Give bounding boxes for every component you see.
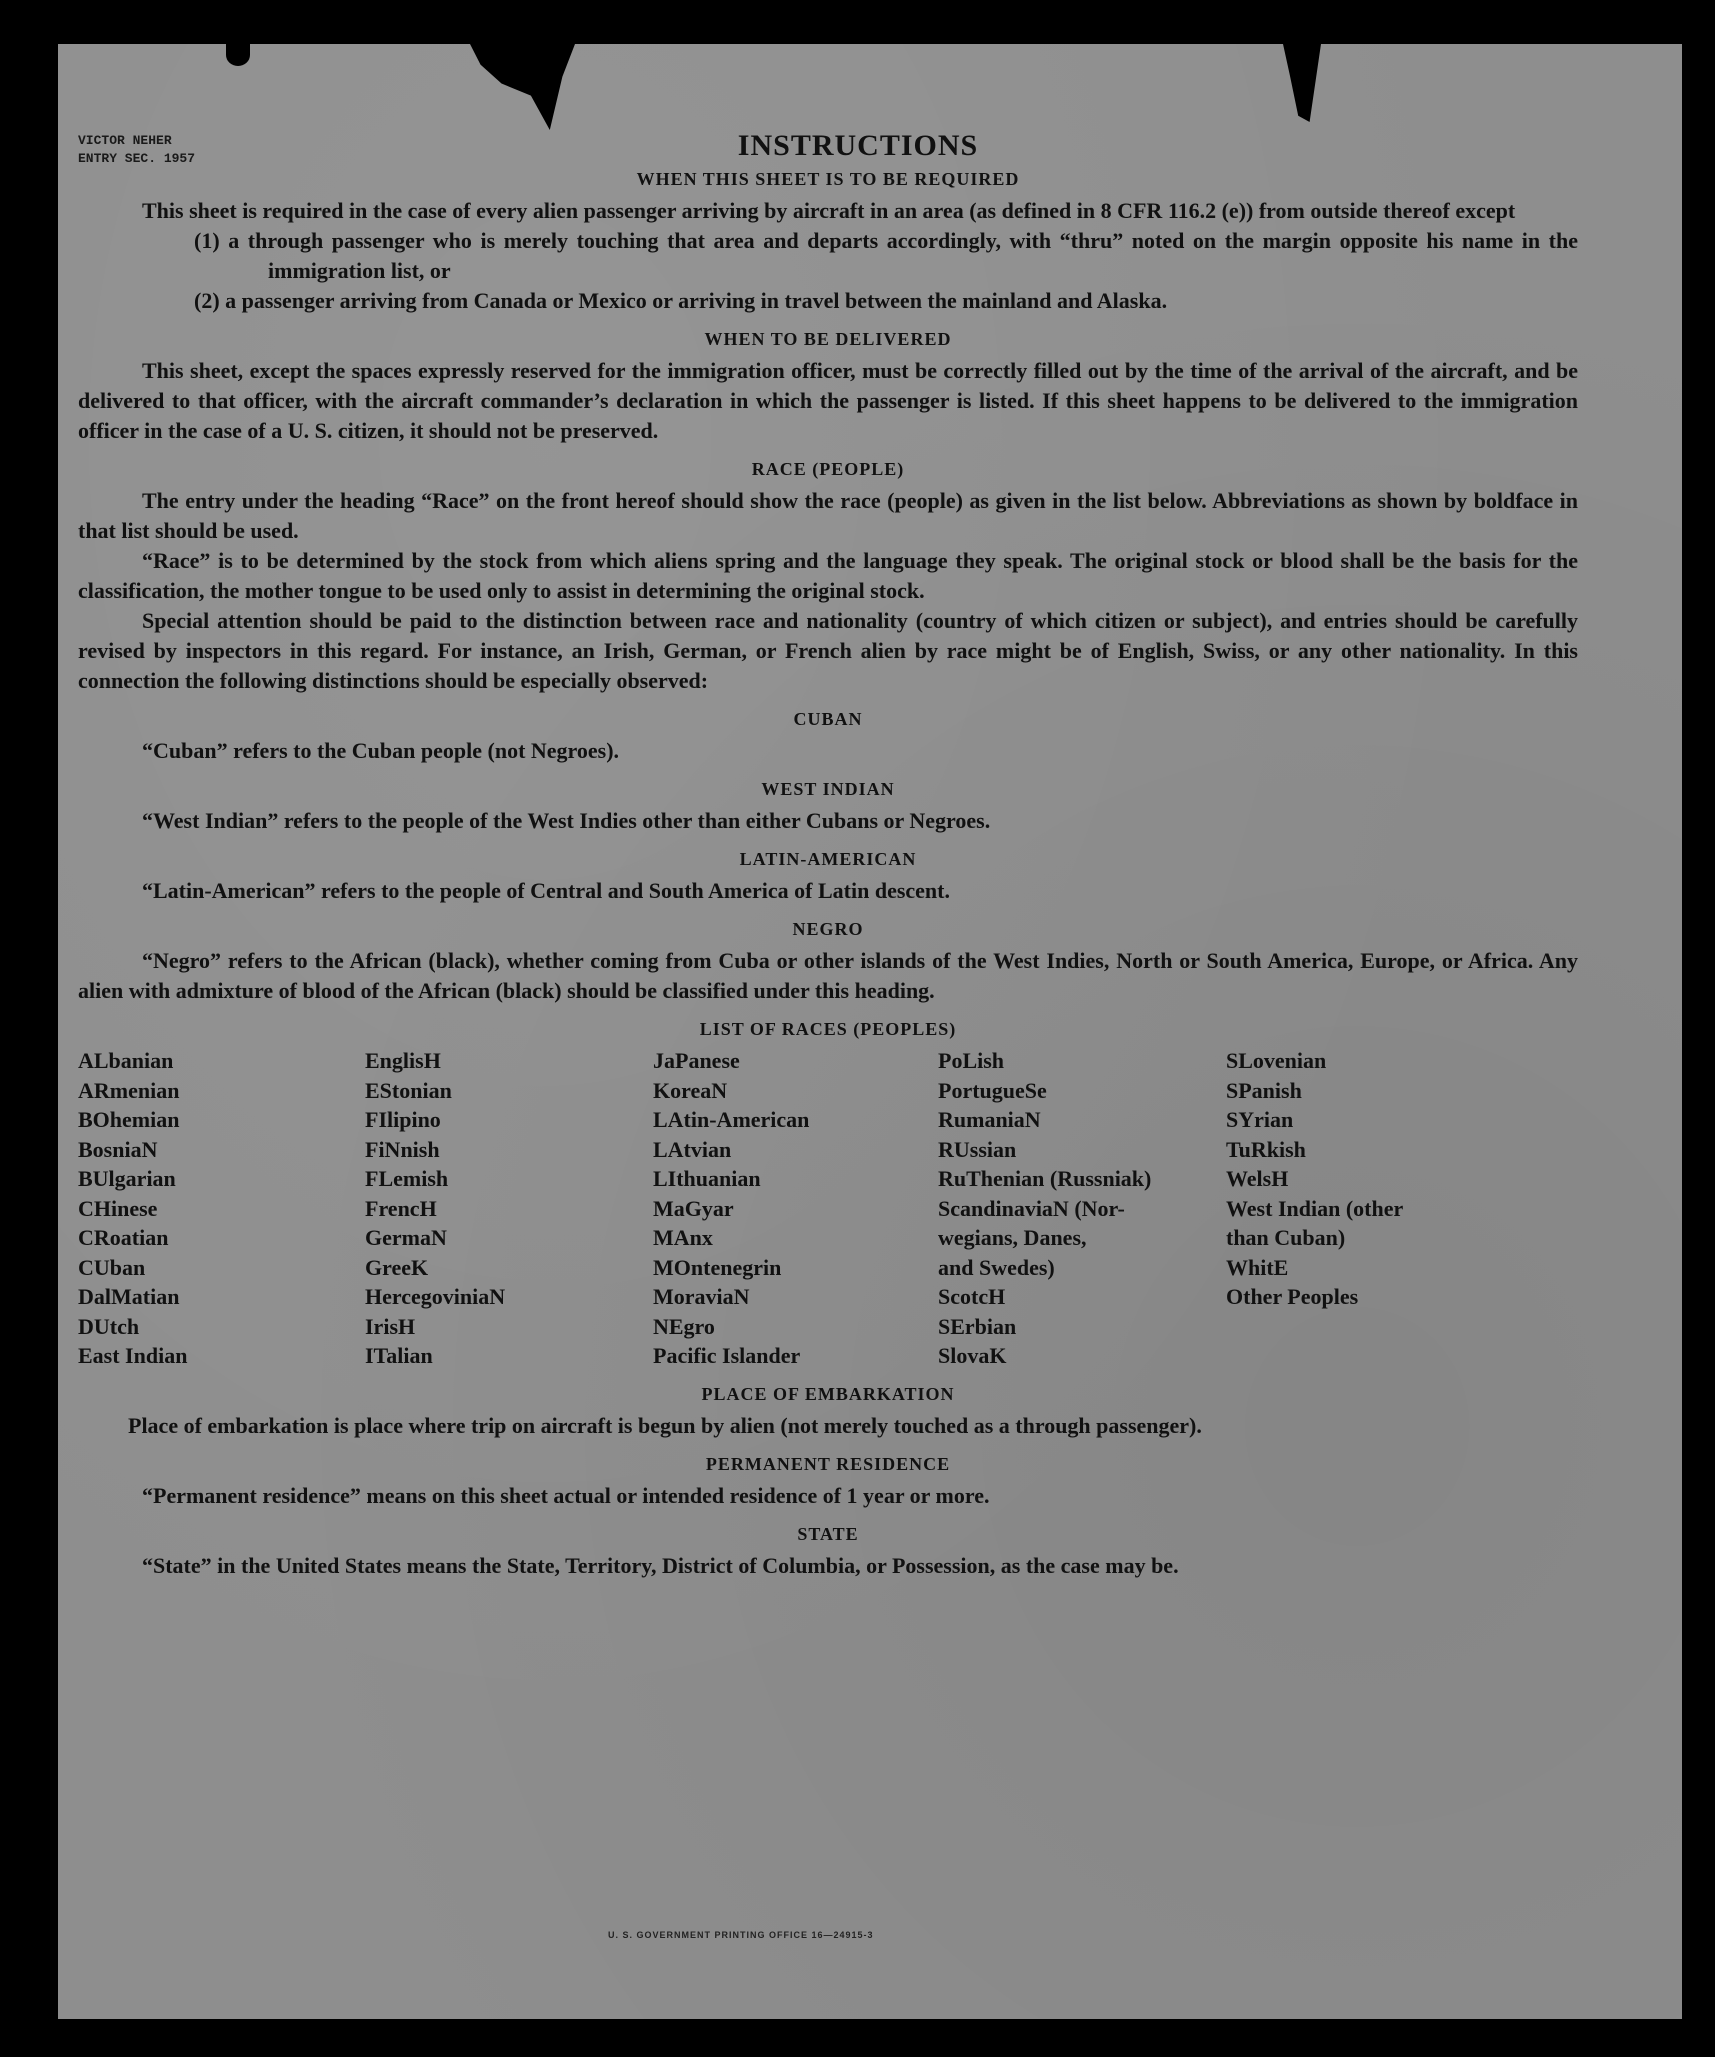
stamp-line: ENTRY SEC. 1957 (78, 151, 196, 166)
paragraph: This sheet, except the spaces expressly reserved for the immigration officer, must be correctly filled out by the time of the arrival of the aircraft, and be delivered to that officer, with the aircraft commander’s declaration in which the passenger is listed. If this sheet happens to be delivered to the immigration officer in the case of a U. S. citizen, it should not be preserved. (78, 358, 1578, 443)
race-entry: FiNnish (365, 1136, 440, 1162)
paragraph: Special attention should be paid to the distinction between race and nationality (country of which citizen or subject), and entries should be carefully revised by inspectors in this regard. For instance, an Irish, German, or French alien by race might be of English, Swiss, or any other nationality. In this connection the following distinctions should be especially observed: (78, 608, 1578, 693)
race-entry: West Indian (other (1226, 1195, 1404, 1221)
race-entry: JaPanese (653, 1048, 740, 1073)
section-heading: LATIN-AMERICAN (739, 849, 917, 869)
section-heading: WHEN THIS SHEET IS TO BE REQUIRED (636, 169, 1020, 189)
race-entry: NEgro (653, 1313, 715, 1339)
stamp-line: VICTOR NEHER (78, 133, 172, 148)
race-entry: SLovenian (1226, 1048, 1327, 1073)
race-entry: MAnx (653, 1225, 713, 1250)
race-entry: CHinese (78, 1195, 158, 1221)
race-entry: FrencH (365, 1195, 437, 1221)
torn-edge (470, 44, 575, 130)
section-heading: RACE (PEOPLE) (751, 459, 905, 479)
race-entry: ScotcH (938, 1284, 1006, 1309)
torn-edge (226, 44, 250, 66)
race-entry: and Swedes) (938, 1254, 1055, 1280)
race-entry: LAtvian (653, 1136, 732, 1162)
paragraph: This sheet is required in the case of every alien passenger arriving by aircraft in an area (as defined in 8 CFR 116.2 (e)) from outside thereof except (142, 198, 1516, 223)
section-heading: LIST OF RACES (PEOPLES) (699, 1019, 957, 1039)
race-entry: HercegoviniaN (365, 1284, 506, 1309)
races-column (365, 1046, 653, 1371)
race-entry: MoraviaN (653, 1284, 750, 1309)
race-entry: SErbian (938, 1313, 1017, 1339)
section-heading: PERMANENT RESIDENCE (705, 1453, 951, 1474)
race-entry: PortugueSe (938, 1077, 1047, 1103)
section-heading: WHEN TO BE DELIVERED (704, 329, 952, 349)
race-entry: WelsH (1226, 1166, 1289, 1191)
race-entry: GermaN (365, 1225, 447, 1250)
section-heading: CUBAN (793, 709, 863, 729)
paragraph: “West Indian” refers to the people of the West Indies other than either Cubans or Negroes. (142, 808, 991, 833)
race-entry: IrisH (365, 1313, 416, 1339)
race-entry: Pacific Islander (653, 1343, 801, 1368)
race-entry: PoLish (938, 1048, 1005, 1073)
race-entry: ITalian (365, 1343, 433, 1368)
race-entry: SYrian (1226, 1107, 1294, 1132)
race-entry: wegians, Danes, (938, 1225, 1087, 1250)
race-entry: BosniaN (78, 1136, 158, 1162)
race-entry: FLemish (365, 1166, 449, 1191)
race-entry: than Cuban) (1226, 1225, 1346, 1250)
race-entry: GreeK (365, 1254, 429, 1280)
race-entry: WhitE (1226, 1254, 1289, 1280)
race-entry: EStonian (365, 1077, 452, 1103)
race-entry: RumaniaN (938, 1107, 1041, 1132)
race-entry: SlovaK (938, 1343, 1007, 1368)
printer-imprint: U. S. GOVERNMENT PRINTING OFFICE 16—24915-3 (608, 1930, 874, 1940)
race-entry: DalMatian (78, 1284, 180, 1309)
race-entry: KoreaN (653, 1077, 728, 1103)
races-column (78, 1046, 365, 1371)
race-entry: DUtch (78, 1313, 140, 1339)
section-heading: STATE (797, 1523, 859, 1544)
race-entry: East Indian (78, 1343, 188, 1368)
race-entry: RUssian (938, 1136, 1017, 1162)
race-entry: TuRkish (1226, 1136, 1306, 1162)
paragraph: “Latin-American” refers to the people of Central and South America of Latin descent. (142, 878, 950, 903)
section-heading: NEGRO (792, 919, 864, 939)
race-entry: BOhemian (78, 1107, 180, 1132)
paragraph: The entry under the heading “Race” on the front hereof should show the race (people) as given in the list below. Abbreviations as shown by boldface in that list should be used. (78, 488, 1578, 543)
document-sheet (58, 44, 1682, 2019)
section-heading: PLACE OF EMBARKATION (701, 1383, 955, 1404)
race-entry: Other Peoples (1226, 1284, 1359, 1309)
paragraph: “Cuban” refers to the Cuban people (not Negroes). (142, 738, 620, 763)
list-item: (2) a passenger arriving from Canada or Mexico or arriving in travel between the mainland and Alaska. (194, 288, 1168, 313)
races-column (1226, 1046, 1486, 1371)
paragraph: Place of embarkation is place where trip on aircraft is begun by alien (not merely touched as a through passenger). (128, 1412, 1202, 1438)
torn-edge (1283, 44, 1321, 122)
race-entry: MOntenegrin (653, 1254, 782, 1280)
race-entry: RuThenian (Russniak) (938, 1166, 1152, 1191)
section-heading: WEST INDIAN (761, 779, 895, 799)
races-list (78, 1046, 1578, 1371)
races-column (653, 1046, 938, 1371)
paragraph: “Race” is to be determined by the stock from which aliens spring and the language they speak. The original stock or blood shall be the basis for the classification, the mother tongue to be used only to assist in determining the original stock. (78, 548, 1578, 603)
race-entry: LIthuanian (653, 1166, 761, 1191)
race-entry: LAtin-American (653, 1107, 810, 1132)
page-title: INSTRUCTIONS (737, 129, 979, 162)
paragraph: “Permanent residence” means on this sheet actual or intended residence of 1 year or more. (142, 1482, 990, 1508)
instructions-body (78, 128, 1578, 1581)
race-entry: ScandinaviaN (Nor- (938, 1195, 1125, 1221)
list-item: (1) a through passenger who is merely touching that area and departs accordingly, with “thru” noted on the margin opposite his name in the immigration list, or (194, 228, 1578, 283)
paragraph: “State” in the United States means the State, Territory, District of Columbia, or Possession, as the case may be. (142, 1552, 1179, 1578)
race-entry: CRoatian (78, 1225, 169, 1250)
race-entry: BUlgarian (78, 1166, 176, 1191)
race-entry: CUban (78, 1254, 146, 1280)
race-entry: FIlipino (365, 1107, 441, 1132)
race-entry: MaGyar (653, 1195, 734, 1221)
race-entry: ALbanian (78, 1048, 174, 1073)
paragraph: “Negro” refers to the African (black), whether coming from Cuba or other islands of the West Indies, North or South America, Europe, or Africa. Any alien with admixture of blood of the African (black) should be classified under this heading. (78, 948, 1578, 1003)
race-entry: EnglisH (365, 1048, 441, 1073)
race-entry: SPanish (1226, 1077, 1302, 1103)
races-column (938, 1046, 1226, 1371)
race-entry: ARmenian (78, 1077, 180, 1103)
